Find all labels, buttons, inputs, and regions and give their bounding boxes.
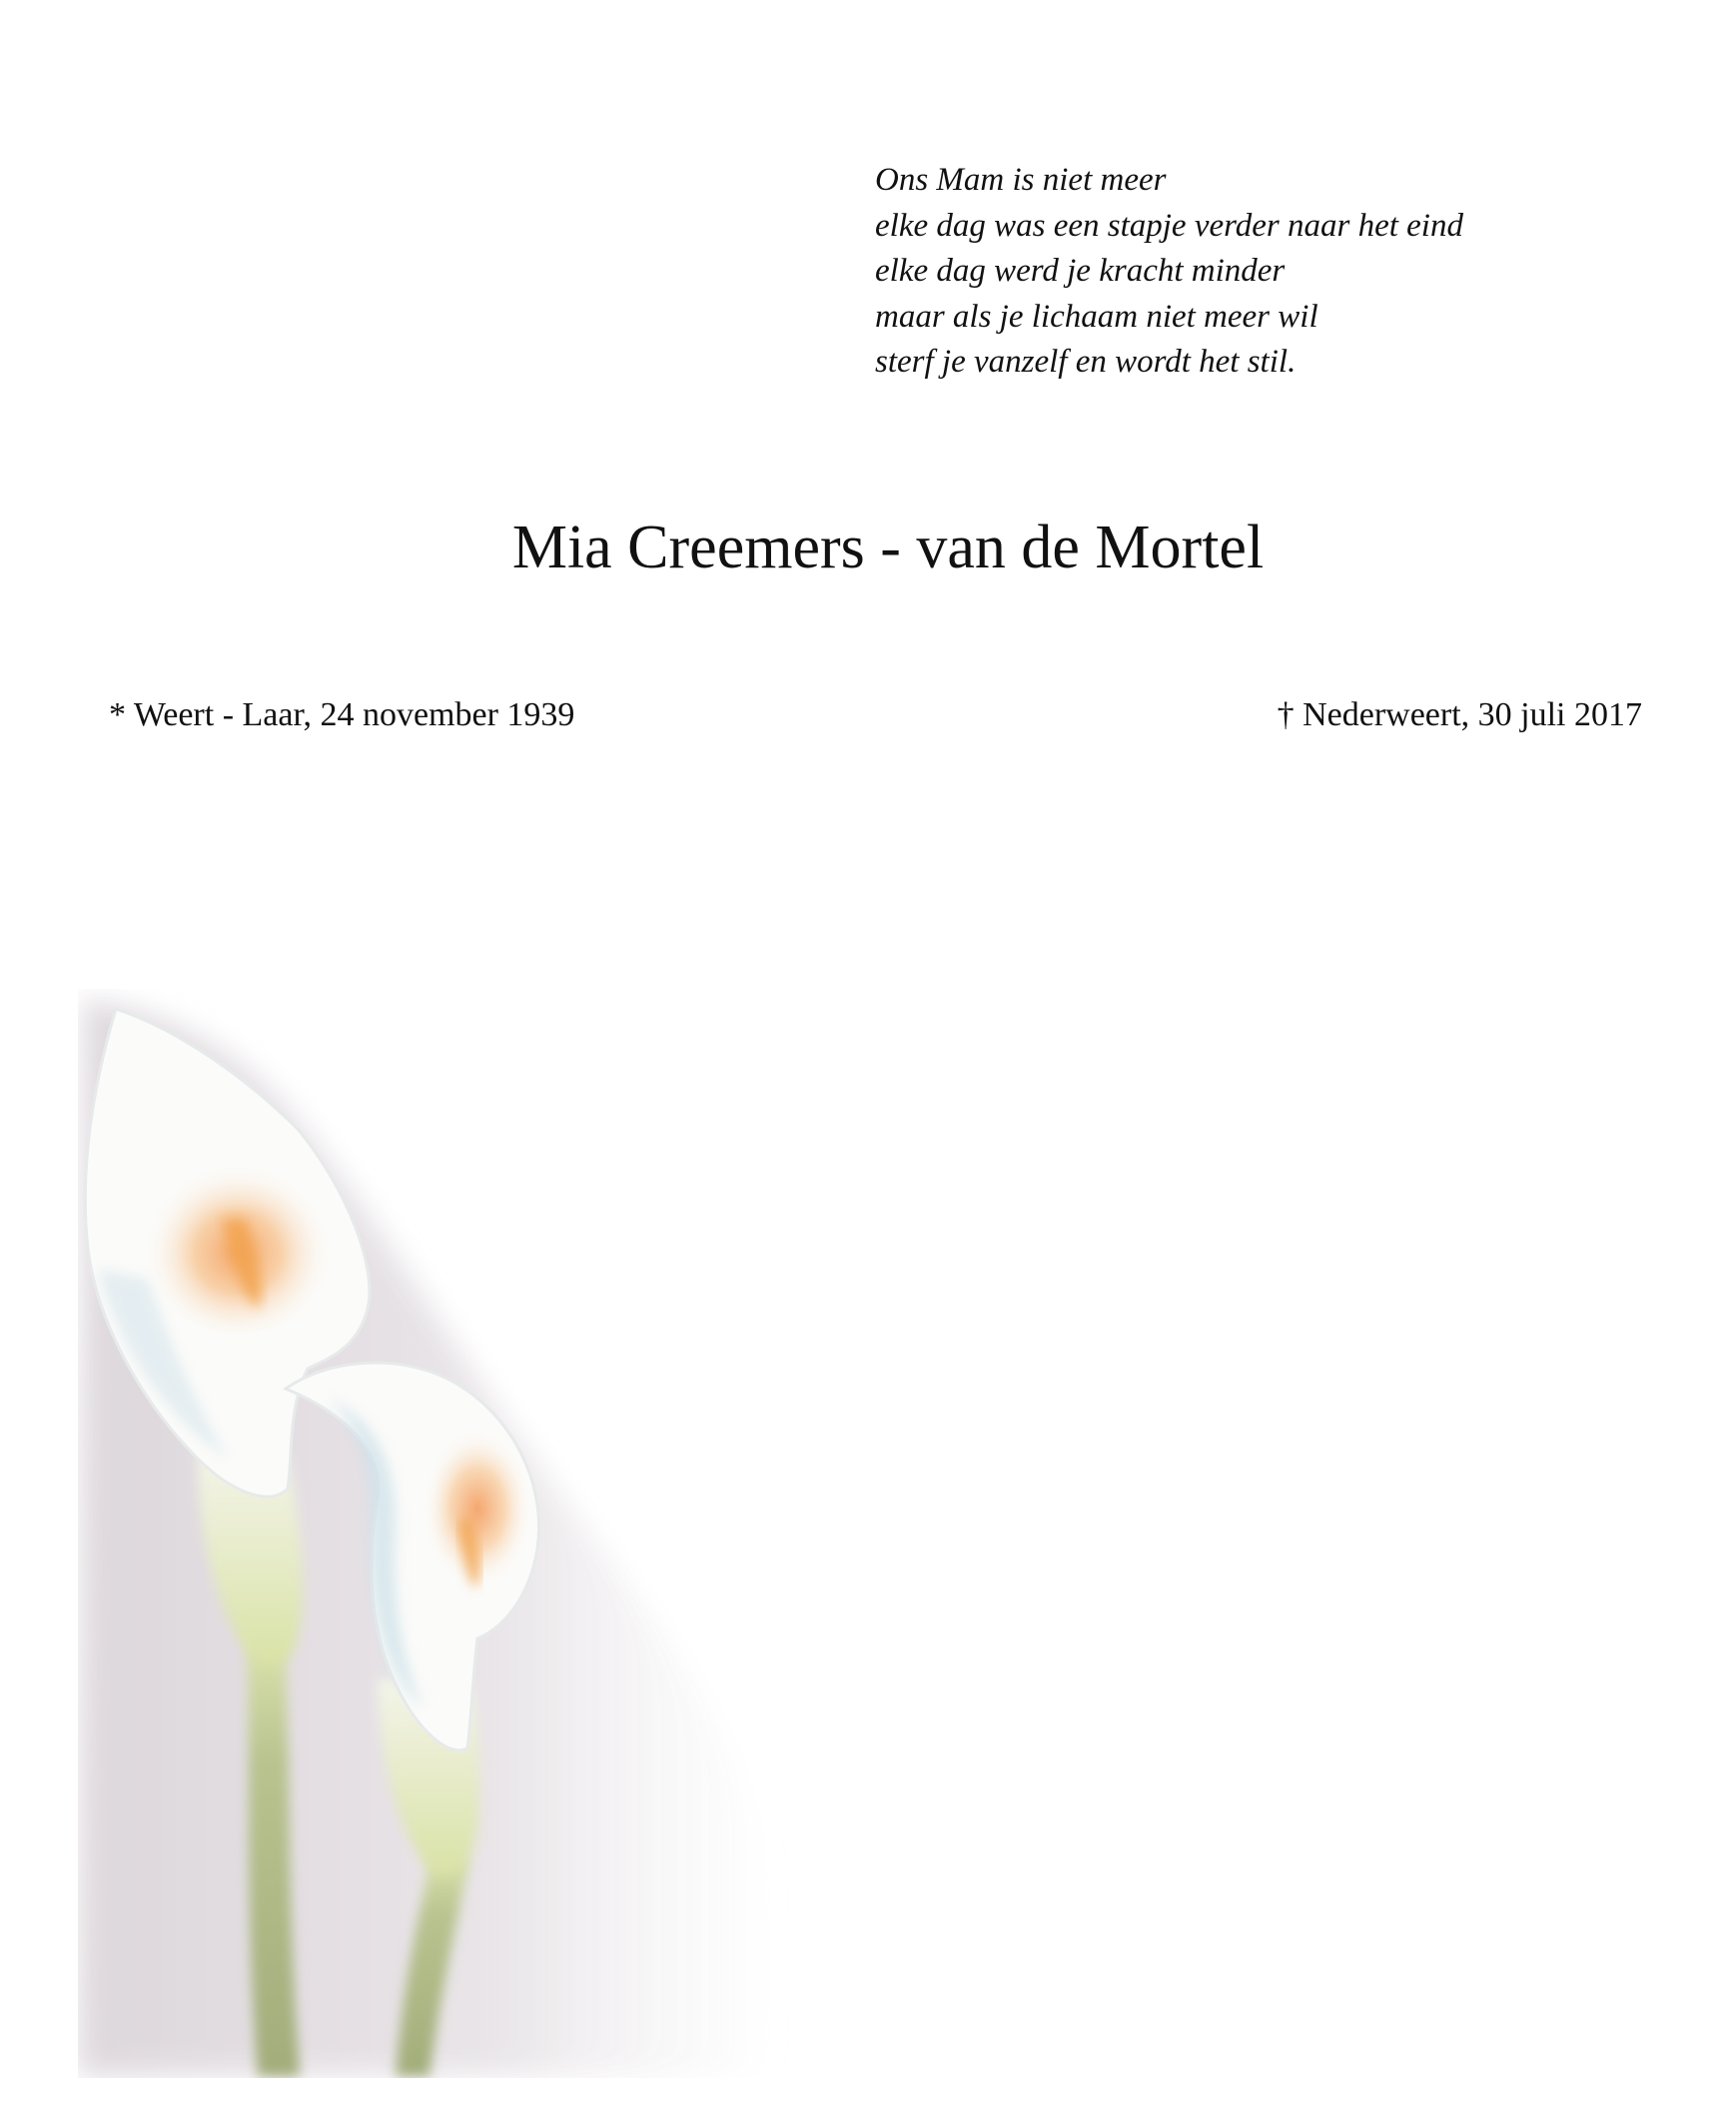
poem [875, 158, 1463, 386]
deceased-name: Mia Creemers - van de Mortel [511, 514, 1265, 581]
poem-line: Ons Mam is niet meer [875, 162, 1167, 198]
birth-date: * Weert - Laar, 24 november 1939 [109, 696, 575, 733]
poem-line: elke dag was een stapje verder naar het eind [875, 207, 1463, 244]
calla-lily-icon [78, 989, 797, 2078]
poem-line: elke dag werd je kracht minder [875, 253, 1286, 289]
poem-line: maar als je lichaam niet meer wil [875, 298, 1318, 335]
death-date: † Nederweert, 30 juli 2017 [1277, 696, 1642, 733]
poem-line: sterf je vanzelf en wordt het stil. [875, 344, 1297, 380]
